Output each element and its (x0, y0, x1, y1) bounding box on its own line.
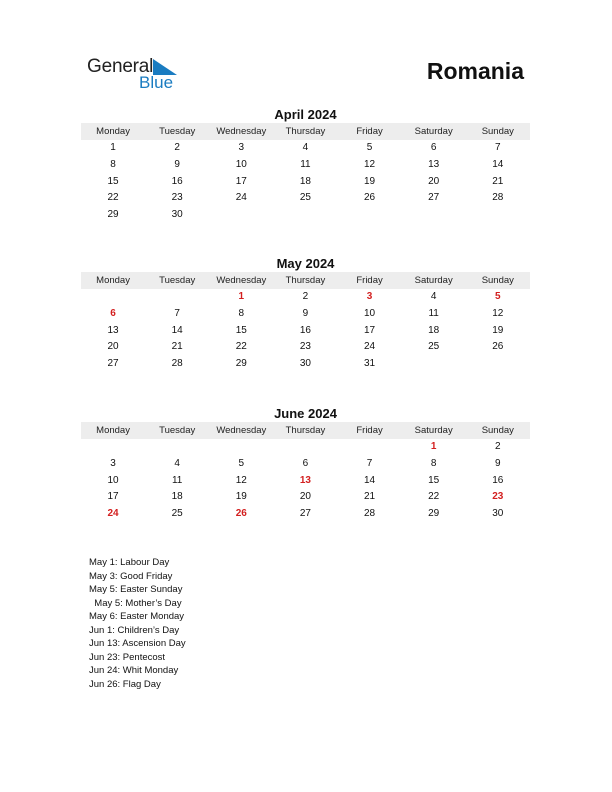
day-cell (145, 439, 209, 456)
day-cell: 20 (107, 341, 119, 353)
day-cell: 15 (235, 324, 247, 336)
holiday-item: May 3: Good Friday (89, 570, 173, 582)
weekday-label: Sunday (481, 126, 514, 137)
holiday-item: Jun 24: Whit Monday (89, 665, 179, 676)
weekday-header (81, 272, 530, 289)
day-cell: 2 (495, 441, 501, 452)
day-cell: 8 (238, 307, 245, 319)
holiday-item: May 1: Labour Day (89, 557, 170, 568)
day-cell (81, 289, 145, 306)
holiday-item: May 5: Mother’s Day (89, 597, 182, 609)
holiday-item: Jun 13: Ascension Day (89, 638, 186, 649)
day-cell: 8 (110, 158, 116, 170)
day-cell: 17 (107, 491, 119, 503)
day-cell: 22 (428, 491, 440, 503)
holiday-day-cell: 3 (366, 291, 373, 302)
holiday-day-cell: 23 (492, 491, 504, 503)
month-title: May 2024 (276, 256, 335, 271)
day-cell: 28 (364, 508, 376, 520)
day-cell: 27 (428, 192, 440, 204)
day-cell: 16 (492, 474, 504, 486)
day-cell: 3 (238, 142, 245, 153)
day-cell (209, 439, 273, 456)
month-april (81, 106, 530, 224)
day-cell: 6 (430, 142, 437, 153)
day-cell: 25 (299, 192, 311, 204)
day-cell: 5 (238, 457, 245, 469)
week-row (81, 306, 530, 323)
day-cell: 22 (107, 192, 119, 204)
day-cell: 13 (428, 158, 440, 170)
day-cell: 29 (428, 508, 440, 520)
weekday-label: Monday (96, 126, 130, 137)
day-cell: 7 (366, 457, 373, 469)
week-row (81, 456, 530, 473)
day-cell: 30 (171, 209, 183, 221)
day-cell: 3 (110, 457, 116, 469)
holiday-day-cell: 26 (235, 508, 247, 520)
weekday-header (81, 123, 530, 140)
day-cell: 26 (364, 192, 376, 204)
day-cell: 18 (299, 175, 311, 187)
day-cell: 2 (302, 291, 309, 302)
holiday-day-cell: 1 (430, 441, 437, 452)
day-cell: 11 (428, 307, 439, 319)
day-cell: 21 (492, 175, 504, 187)
weekday-label: Wednesday (216, 425, 267, 436)
day-cell: 20 (428, 175, 440, 187)
day-cell: 30 (492, 508, 504, 520)
day-cell: 30 (299, 358, 311, 370)
day-cell (273, 439, 337, 456)
holiday-list (89, 556, 186, 691)
day-cell: 27 (107, 358, 119, 370)
day-cell: 16 (171, 175, 183, 187)
week-row (81, 473, 530, 490)
day-cell (273, 207, 337, 224)
holiday-day-cell: 24 (107, 508, 119, 520)
day-cell: 13 (107, 324, 119, 336)
weekday-label: Tuesday (159, 425, 196, 436)
week-row (81, 339, 530, 356)
week-row (81, 174, 530, 191)
weekday-header (81, 422, 530, 439)
month-grid (81, 289, 530, 373)
day-cell: 25 (428, 341, 440, 353)
day-cell: 6 (302, 457, 309, 469)
country-title: Romania (426, 58, 524, 84)
day-cell: 10 (107, 474, 119, 486)
week-row (81, 323, 530, 340)
day-cell: 9 (302, 307, 309, 319)
day-cell: 22 (235, 341, 247, 353)
day-cell (466, 356, 530, 373)
day-cell: 8 (430, 457, 437, 469)
logo-general-text: General (87, 56, 154, 77)
day-cell: 12 (235, 474, 247, 486)
holiday-day-cell: 5 (495, 291, 501, 302)
day-cell: 21 (171, 341, 183, 353)
weekday-label: Sunday (481, 275, 514, 286)
weekday-label: Friday (356, 275, 383, 286)
day-cell: 25 (171, 508, 183, 520)
logo-blue-text: Blue (139, 73, 174, 92)
day-cell (402, 356, 466, 373)
day-cell (145, 289, 209, 306)
holiday-day-cell: 1 (238, 291, 245, 302)
week-row (81, 356, 530, 373)
weekday-label: Saturday (414, 275, 453, 286)
day-cell: 31 (364, 358, 376, 370)
day-cell: 9 (495, 457, 501, 469)
day-cell: 11 (300, 158, 311, 170)
day-cell: 10 (235, 158, 247, 170)
week-row (81, 439, 530, 456)
week-row (81, 190, 530, 207)
day-cell: 14 (492, 158, 504, 170)
month-may (81, 255, 530, 373)
day-cell (81, 439, 145, 456)
month-title: April 2024 (274, 107, 337, 122)
weekday-label: Friday (356, 425, 383, 436)
day-cell: 15 (428, 474, 440, 486)
day-cell: 23 (171, 192, 183, 204)
weekday-label: Friday (356, 126, 383, 137)
day-cell: 5 (366, 142, 373, 153)
day-cell: 26 (492, 341, 504, 353)
holiday-item: May 5: Easter Sunday (89, 584, 183, 595)
day-cell: 1 (110, 142, 116, 153)
day-cell: 28 (171, 358, 183, 370)
day-cell (209, 207, 273, 224)
month-june (81, 405, 530, 523)
day-cell: 24 (364, 341, 376, 353)
day-cell: 18 (428, 324, 440, 336)
day-cell (402, 207, 466, 224)
month-grid (81, 140, 530, 224)
day-cell: 23 (299, 341, 311, 353)
weekday-label: Thursday (285, 275, 326, 286)
day-cell: 24 (235, 192, 247, 204)
day-cell: 12 (492, 307, 504, 319)
day-cell: 7 (495, 142, 501, 153)
month-title: June 2024 (274, 406, 337, 421)
day-cell: 7 (174, 307, 180, 319)
day-cell: 4 (174, 457, 180, 469)
day-cell: 14 (171, 324, 183, 336)
weekday-label: Wednesday (216, 275, 267, 286)
weekday-label: Thursday (285, 425, 326, 436)
day-cell: 29 (235, 358, 247, 370)
weekday-label: Monday (96, 275, 130, 286)
generalblue-logo (87, 56, 187, 92)
day-cell (338, 439, 402, 456)
day-cell: 11 (171, 474, 183, 486)
holiday-item: May 6: Easter Monday (89, 611, 185, 622)
holiday-item: Jun 1: Children’s Day (89, 624, 180, 636)
weekday-label: Wednesday (216, 126, 267, 137)
day-cell: 4 (430, 291, 437, 302)
weekday-label: Tuesday (159, 275, 196, 286)
day-cell: 16 (299, 324, 311, 336)
weekday-label: Thursday (285, 126, 326, 137)
day-cell: 10 (364, 307, 376, 319)
day-cell: 12 (364, 158, 376, 170)
day-cell: 19 (235, 491, 247, 503)
month-grid (81, 439, 530, 523)
weekday-label: Monday (96, 425, 130, 436)
day-cell: 28 (492, 192, 504, 204)
day-cell: 17 (364, 324, 376, 336)
weekday-label: Saturday (414, 126, 453, 137)
week-row (81, 157, 530, 174)
week-row (81, 489, 530, 506)
holiday-day-cell: 6 (110, 307, 116, 319)
holiday-item: Jun 26: Flag Day (89, 678, 161, 690)
holiday-item: Jun 23: Pentecost (89, 651, 166, 663)
day-cell (338, 207, 402, 224)
week-row (81, 506, 530, 523)
day-cell: 19 (364, 175, 376, 187)
day-cell: 27 (299, 508, 311, 520)
week-row (81, 207, 530, 224)
day-cell: 20 (299, 491, 311, 503)
weekday-label: Sunday (481, 425, 514, 436)
weekday-label: Tuesday (159, 126, 196, 137)
week-row (81, 289, 530, 306)
day-cell: 4 (302, 142, 309, 153)
day-cell: 29 (107, 209, 119, 221)
day-cell: 19 (492, 324, 504, 336)
day-cell: 15 (107, 175, 119, 187)
day-cell: 14 (364, 474, 376, 486)
day-cell: 2 (174, 142, 180, 153)
day-cell: 9 (174, 158, 180, 170)
day-cell: 17 (235, 175, 247, 187)
weekday-label: Saturday (414, 425, 453, 436)
day-cell: 18 (171, 491, 183, 503)
holiday-day-cell: 13 (299, 474, 311, 486)
day-cell (466, 207, 530, 224)
week-row (81, 140, 530, 157)
day-cell: 21 (364, 491, 376, 503)
